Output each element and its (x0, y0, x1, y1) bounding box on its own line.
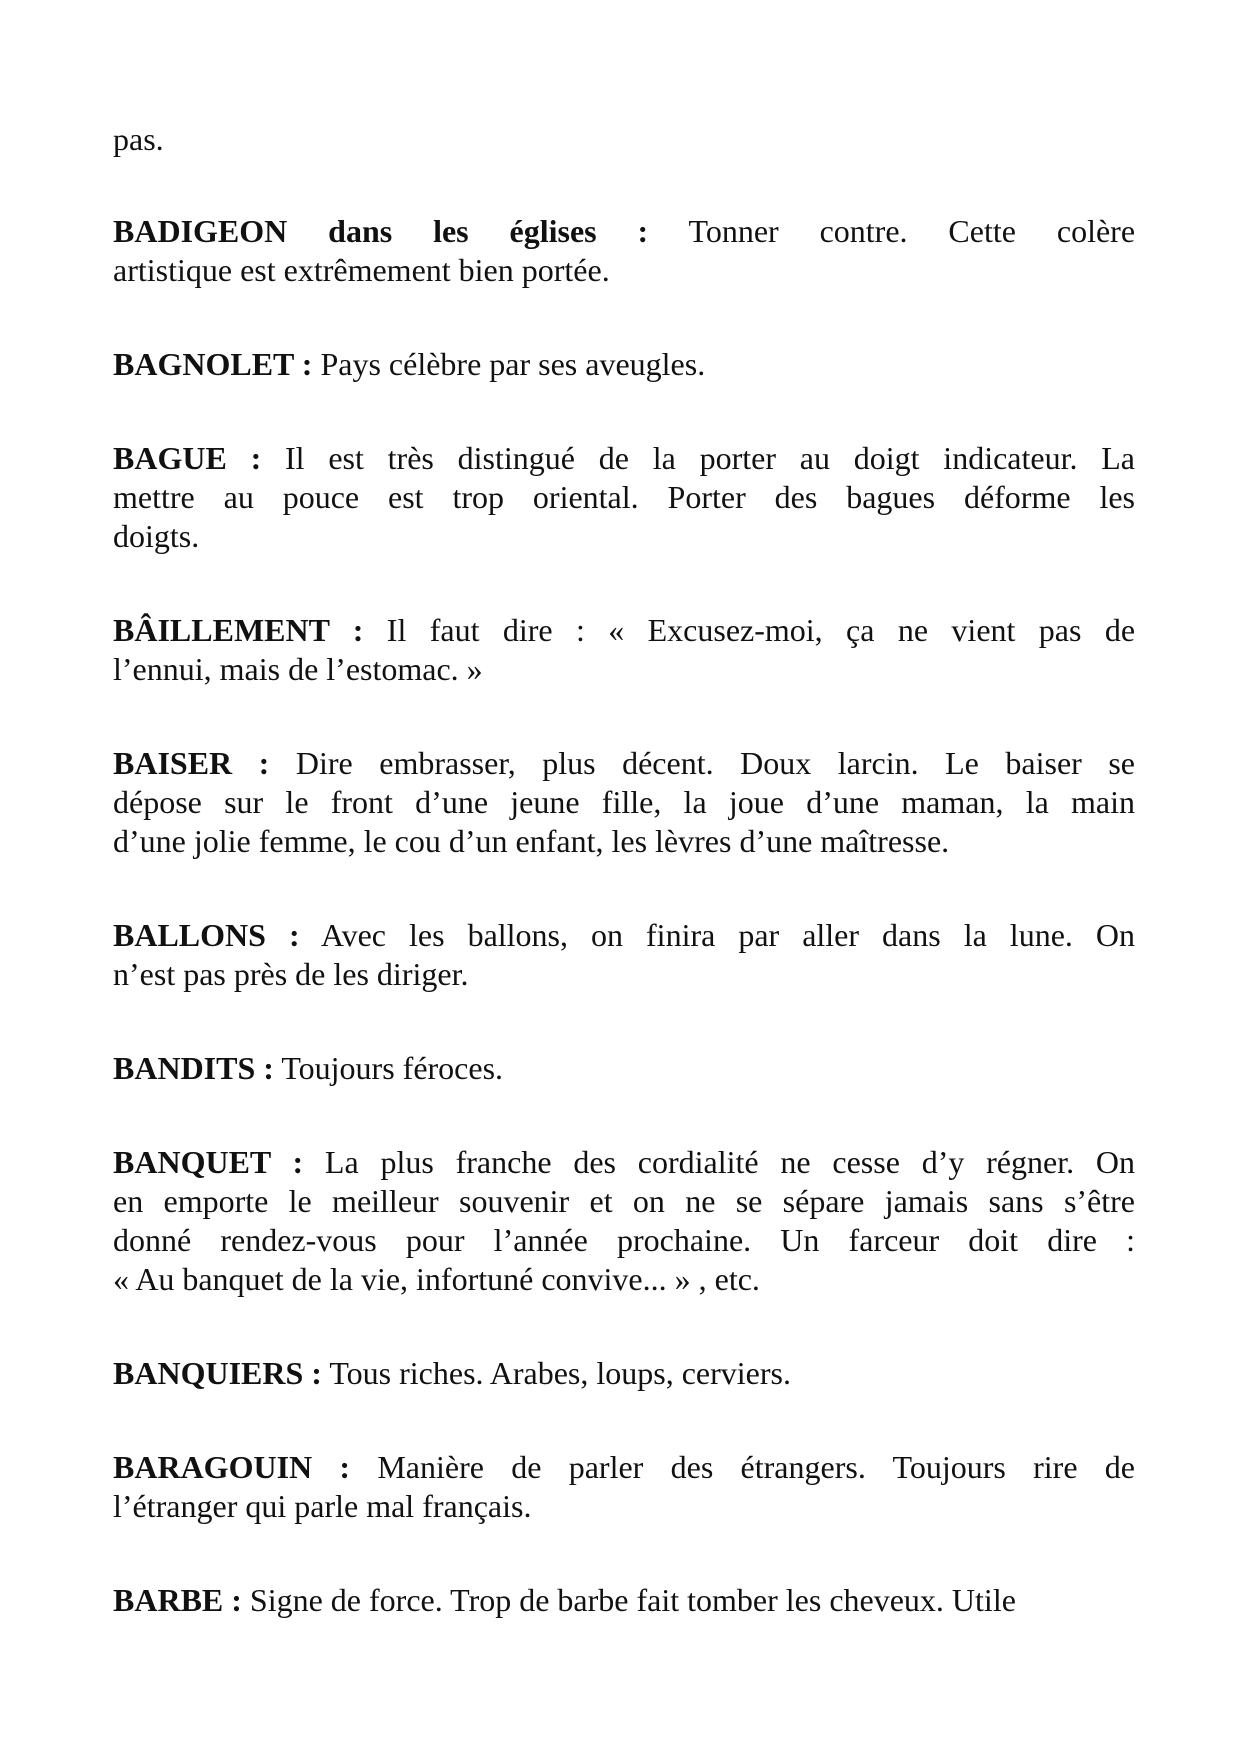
dictionary-entry (113, 1049, 1135, 1088)
entry-line (113, 783, 1135, 822)
dictionary-entry (113, 212, 1135, 290)
dictionary-entry (113, 439, 1135, 556)
entry-term: BAGNOLET : (113, 346, 313, 382)
entry-line (113, 1487, 1135, 1526)
entry-definition: Pays célèbre par ses aveugles. (320, 346, 706, 382)
dictionary-entry (113, 1143, 1135, 1299)
entry-line (113, 1182, 1135, 1221)
dictionary-entries (113, 212, 1135, 1620)
entry-definition: Il est très distingué de la porter au doigt indicateur. La (285, 440, 1135, 476)
document-page (113, 120, 1135, 1620)
continuation-text: pas. (113, 121, 164, 157)
entry-definition: dépose sur le front d’une jeune fille, la joue d’une maman, la main (113, 784, 1135, 820)
entry-line (113, 439, 1135, 478)
entry-line (113, 1260, 1135, 1299)
entry-definition: l’ennui, mais de l’estomac. » (113, 651, 483, 687)
entry-line (113, 955, 1135, 994)
dictionary-entry (113, 1581, 1135, 1620)
entry-line (113, 744, 1135, 783)
entry-definition: d’une jolie femme, le cou d’un enfant, les lèvres d’une maîtresse. (113, 823, 950, 859)
entry-term: BALLONS : (113, 917, 300, 953)
entry-definition: « Au banquet de la vie, infortuné convive... » , etc. (113, 1261, 760, 1297)
entry-line (113, 611, 1135, 650)
dictionary-entry (113, 1354, 1135, 1393)
entry-line (113, 822, 1135, 861)
entry-definition: l’étranger qui parle mal français. (113, 1488, 532, 1524)
entry-term: BÂILLEMENT : (113, 612, 364, 648)
dictionary-entry (113, 345, 1135, 384)
entry-term: BANQUET : (113, 1144, 304, 1180)
entry-definition: Tous riches. Arabes, loups, cerviers. (329, 1355, 791, 1391)
entry-line (113, 1143, 1135, 1182)
entry-line (113, 517, 1135, 556)
entry-line (113, 1448, 1135, 1487)
entry-line (113, 212, 1135, 251)
entry-definition: Signe de force. Trop de barbe fait tomber les cheveux. Utile (249, 1582, 1016, 1618)
entry-line (113, 251, 1135, 290)
entry-definition: n’est pas près de les diriger. (113, 956, 469, 992)
entry-term: BAISER : (113, 745, 270, 781)
entry-term: BANQUIERS : (113, 1355, 322, 1391)
dictionary-entry (113, 611, 1135, 689)
entry-line (113, 916, 1135, 955)
entry-line (113, 1049, 1135, 1088)
dictionary-entry (113, 916, 1135, 994)
entry-definition: Manière de parler des étrangers. Toujours rire de (377, 1449, 1135, 1485)
entry-line (113, 1354, 1135, 1393)
entry-term: BARAGOUIN : (113, 1449, 351, 1485)
entry-line (113, 1221, 1135, 1260)
entry-definition: donné rendez-vous pour l’année prochaine. Un farceur doit dire : (113, 1222, 1135, 1258)
entry-definition: Il faut dire : « Excusez-moi, ça ne vient pas de (386, 612, 1135, 648)
entry-line (113, 478, 1135, 517)
entry-line (113, 1581, 1135, 1620)
entry-definition: La plus franche des cordialité ne cesse d’y régner. On (324, 1144, 1135, 1180)
entry-line (113, 650, 1135, 689)
entry-term: BARBE : (113, 1582, 242, 1618)
dictionary-entry (113, 744, 1135, 861)
entry-term: BADIGEON dans les églises : (113, 213, 649, 249)
entry-line (113, 345, 1135, 384)
entry-term: BANDITS : (113, 1050, 274, 1086)
entry-term: BAGUE : (113, 440, 262, 476)
dictionary-entry (113, 1448, 1135, 1526)
entry-definition: Dire embrasser, plus décent. Doux larcin. Le baiser se (295, 745, 1135, 781)
entry-definition: doigts. (113, 518, 200, 554)
entry-definition: Avec les ballons, on finira par aller dans la lune. On (320, 917, 1135, 953)
entry-definition: mettre au pouce est trop oriental. Porter des bagues déforme les (113, 479, 1135, 515)
entry-definition: artistique est extrêmement bien portée. (113, 252, 610, 288)
entry-definition: Tonner contre. Cette colère (688, 213, 1135, 249)
entry-definition: Toujours féroces. (281, 1050, 504, 1086)
entry-definition: en emporte le meilleur souvenir et on ne se sépare jamais sans s’être (113, 1183, 1135, 1219)
